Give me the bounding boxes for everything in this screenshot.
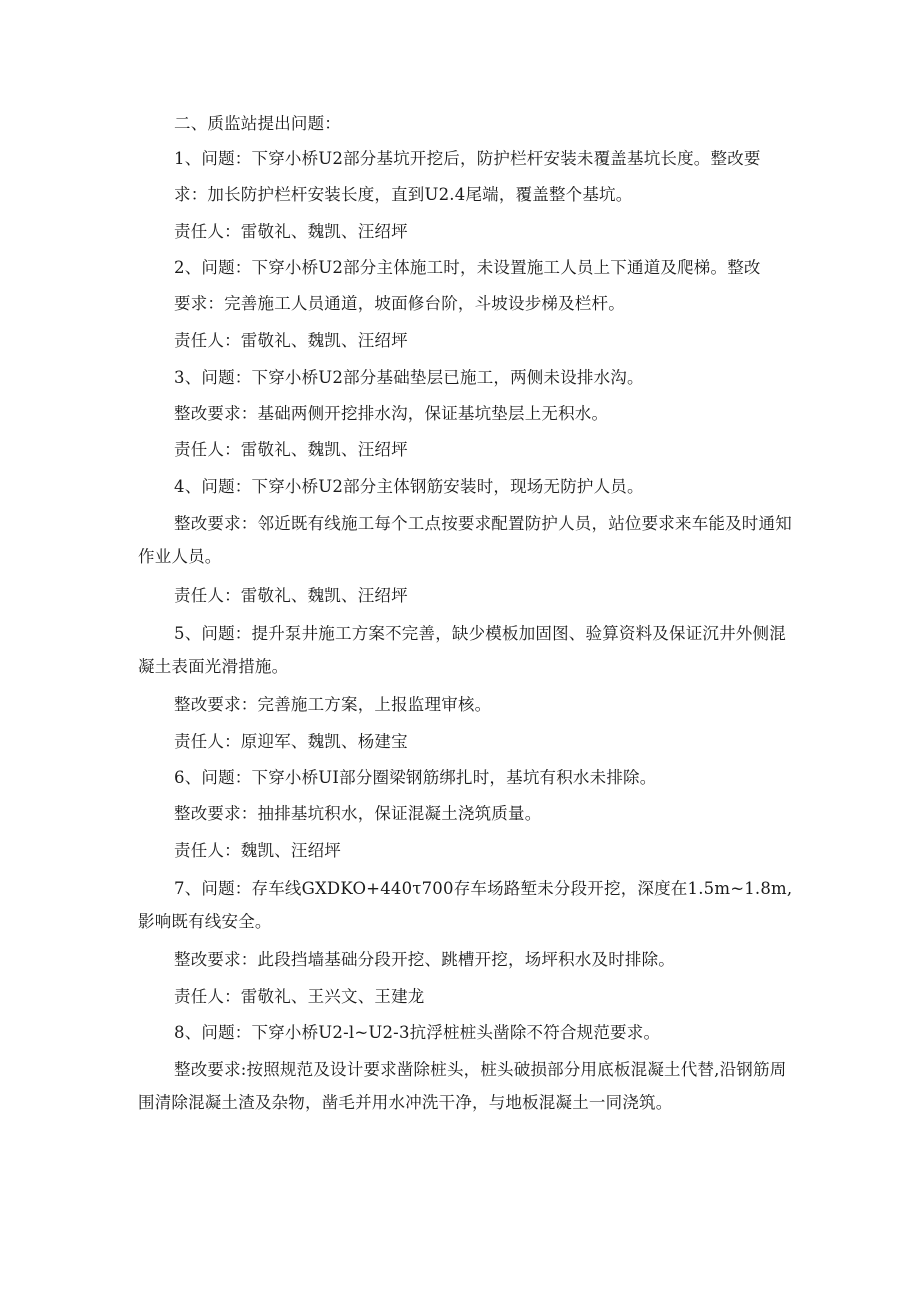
item-7-responsible: 责任人：雷敬礼、王兴文、王建龙 <box>174 987 425 1006</box>
item-6-responsible: 责任人：魏凯、汪绍坪 <box>174 841 341 860</box>
item-2-responsible: 责任人：雷敬礼、魏凯、汪绍坪 <box>174 331 408 350</box>
item-8-problem: 8、问题：下穿小桥U2-l~U2-3抗浮桩桩头凿除不符合规范要求。 <box>174 1023 661 1042</box>
item-5-requirement: 整改要求：完善施工方案，上报监理审核。 <box>174 695 492 714</box>
item-6-problem: 6、问题：下穿小桥UI部分圈梁钢筋绑扎时，基坑有积水未排除。 <box>174 768 657 787</box>
item-1-problem: 1、问题：下穿小桥U2部分基坑开挖后，防护栏杆安装未覆盖基坑长度。整改要 <box>174 149 761 168</box>
item-7-problem: 7、问题：存车线GXDKO+440τ700存车场路堑未分段开挖，深度在1.5m~1.8m,影响既有线安全。 <box>138 879 793 931</box>
item-3-responsible: 责任人：雷敬礼、魏凯、汪绍坪 <box>174 440 408 459</box>
item-2-problem: 2、问题：下穿小桥U2部分主体施工时，未设置施工人员上下通道及爬梯。整改 <box>174 258 761 277</box>
item-4-requirement: 整改要求：邻近既有线施工每个工点按要求配置防护人员，站位要求来车能及时通知作业人员。 <box>138 514 792 566</box>
section-title: 二、质监站提出问题： <box>174 114 341 133</box>
item-1-problem-cont: 求：加长防护栏杆安装长度，直到U2.4尾端，覆盖整个基坑。 <box>174 185 633 204</box>
item-5-problem: 5、问题：提升泵井施工方案不完善，缺少模板加固图、验算资料及保证沉井外侧混凝土表面光滑措施。 <box>138 624 786 676</box>
item-1-responsible: 责任人：雷敬礼、魏凯、汪绍坪 <box>174 222 408 241</box>
item-3-requirement: 整改要求：基础两侧开挖排水沟，保证基坑垫层上无积水。 <box>174 404 609 423</box>
item-8-requirement: 整改要求:按照规范及设计要求凿除桩头，桩头破损部分用底板混凝土代替,沿钢筋周围清除混凝土渣及杂物，凿毛并用水冲洗干净，与地板混凝土一同浇筑。 <box>138 1060 787 1112</box>
item-4-responsible: 责任人：雷敬礼、魏凯、汪绍坪 <box>174 586 408 605</box>
item-7-requirement: 整改要求：此段挡墙基础分段开挖、跳槽开挖，场坪积水及时排除。 <box>174 950 675 969</box>
item-3-problem: 3、问题：下穿小桥U2部分基础垫层已施工，两侧未设排水沟。 <box>174 368 644 387</box>
item-2-problem-cont: 要求：完善施工人员通道，坡面修台阶，斗坡设步梯及栏杆。 <box>174 294 625 313</box>
item-5-responsible: 责任人：原迎军、魏凯、杨建宝 <box>174 732 408 751</box>
item-6-requirement: 整改要求：抽排基坑积水，保证混凝土浇筑质量。 <box>174 804 542 823</box>
item-4-problem: 4、问题：下穿小桥U2部分主体钢筋安装时，现场无防护人员。 <box>174 477 644 496</box>
